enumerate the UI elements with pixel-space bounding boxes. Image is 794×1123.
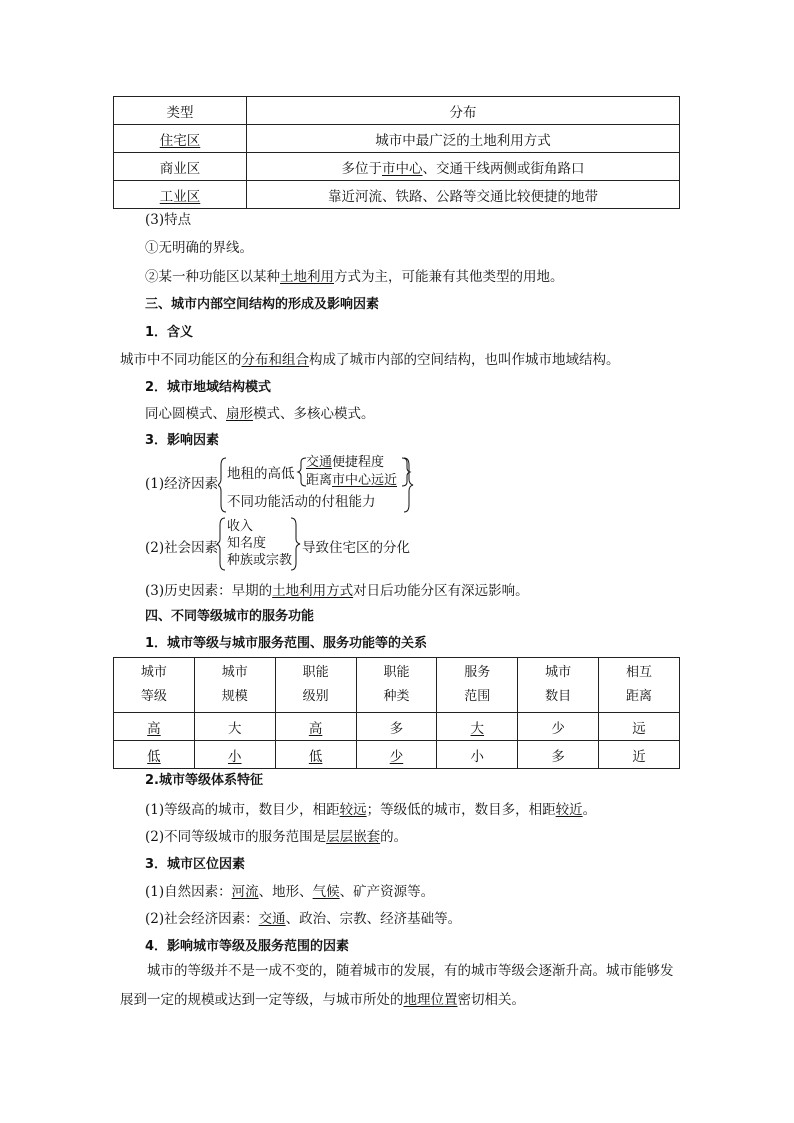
table-cell: 多 — [518, 741, 599, 769]
social-factor-income: 收入 — [227, 519, 254, 534]
social-right-brace — [291, 518, 300, 570]
subsection-heading: 1．含义 — [145, 325, 194, 340]
table-cell: 住宅区 — [114, 125, 247, 153]
table-header-cell: 城市 等级 — [114, 658, 195, 713]
city-level-table — [113, 657, 680, 769]
socioeconomic-factors: (2)社会经济因素：交通、政治、宗教、经济基础等。 — [145, 911, 462, 927]
economic-factor-distance: 距离市中心远近 — [306, 473, 398, 488]
historical-factor: (3)历史因素：早期的土地利用方式对日后功能分区有深远影响。 — [145, 583, 529, 599]
social-left-brace — [217, 518, 225, 570]
table-cell: 高 — [275, 713, 356, 741]
table-row — [114, 713, 680, 741]
table-row — [114, 153, 680, 181]
economic-factor-label: (1)经济因素 — [145, 476, 219, 492]
table-header-cell: 城市 数目 — [518, 658, 599, 713]
feature-item: ②某一种功能区以某种土地利用方式为主，可能兼有其他类型的用地。 — [145, 269, 564, 285]
table-header-cell: 相互 距离 — [599, 658, 680, 713]
subsection-heading: 1．城市等级与城市服务范围、服务功能等的关系 — [145, 636, 428, 651]
table-cell: 小 — [194, 741, 275, 769]
definition-text: 城市中不同功能区的分布和组合构成了城市内部的空间结构，也叫作城市地域结构。 — [120, 352, 620, 368]
economic-factor-rent: 地租的高低 — [227, 466, 295, 482]
table-row — [114, 741, 680, 769]
section-heading: 三、城市内部空间结构的形成及影响因素 — [145, 297, 380, 312]
social-factor-label: (2)社会因素 — [145, 540, 219, 556]
social-factor-result: 导致住宅区的分化 — [302, 540, 410, 556]
table-row — [114, 181, 680, 209]
models-text: 同心圆模式、扇形模式、多核心模式。 — [145, 406, 375, 422]
table-header-cell: 类型 — [114, 97, 247, 125]
table-cell: 靠近河流、铁路、公路等交通比较便捷的地带 — [247, 181, 680, 209]
table-cell: 低 — [275, 741, 356, 769]
economic-factor-transport: 交通便捷程度 — [306, 455, 385, 470]
left-brace-outer — [218, 458, 226, 512]
table-cell: 低 — [114, 741, 195, 769]
table-header-cell: 服务 范围 — [437, 658, 518, 713]
natural-factors: (1)自然因素：河流、地形、气候、矿产资源等。 — [145, 884, 435, 900]
subsection-heading: 3．城市区位因素 — [145, 857, 246, 872]
economic-factor-rent-capacity: 不同功能活动的付租能力 — [227, 494, 376, 510]
left-brace-inner — [298, 458, 306, 486]
table-header-cell: 职能 种类 — [356, 658, 437, 713]
subsection-heading: 4．影响城市等级及服务范围的因素 — [145, 939, 350, 954]
table-cell: 少 — [356, 741, 437, 769]
table-cell: 大 — [437, 713, 518, 741]
table-cell: 多位于市中心、交通干线两侧或街角路口 — [247, 153, 680, 181]
table-cell: 远 — [599, 713, 680, 741]
section-heading: 四、不同等级城市的服务功能 — [145, 609, 315, 624]
table-cell: 近 — [599, 741, 680, 769]
table-header-cell: 分布 — [247, 97, 680, 125]
table-cell: 城市中最广泛的土地利用方式 — [247, 125, 680, 153]
table-header-cell: 职能 级别 — [275, 658, 356, 713]
table-cell: 高 — [114, 713, 195, 741]
table-cell: 小 — [437, 741, 518, 769]
subsection-heading: 3．影响因素 — [145, 433, 220, 448]
table-cell: 多 — [356, 713, 437, 741]
table-header-cell: 城市 规模 — [194, 658, 275, 713]
table-row — [114, 125, 680, 153]
table-cell: 工业区 — [114, 181, 247, 209]
features-title: (3)特点 — [145, 212, 192, 228]
table-cell: 大 — [194, 713, 275, 741]
table-header-row — [114, 658, 680, 713]
hierarchy-feature-1: (1)等级高的城市，数目少，相距较远；等级低的城市，数目多，相距较近。 — [145, 802, 597, 818]
table-header-row — [114, 97, 680, 125]
social-factor-fame: 知名度 — [227, 536, 267, 551]
subsection-heading: 2．城市地域结构模式 — [145, 380, 272, 395]
hierarchy-feature-2: (2)不同等级城市的服务范围是层层嵌套的。 — [145, 829, 408, 845]
table-cell: 少 — [518, 713, 599, 741]
social-factor-race: 种族或宗教 — [227, 553, 293, 568]
table-cell: 商业区 — [114, 153, 247, 181]
functional-zone-table — [113, 96, 680, 209]
feature-item: ①无明确的界线。 — [145, 240, 253, 256]
closing-paragraph: 城市的等级并不是一成不变的，随着城市的发展，有的城市等级会逐渐升高。城市能够发展到一定的规模或达到一定等级，与城市所处的地理位置密切相关。 — [120, 963, 674, 1008]
subsection-heading: 2.城市等级体系特征 — [145, 773, 263, 788]
